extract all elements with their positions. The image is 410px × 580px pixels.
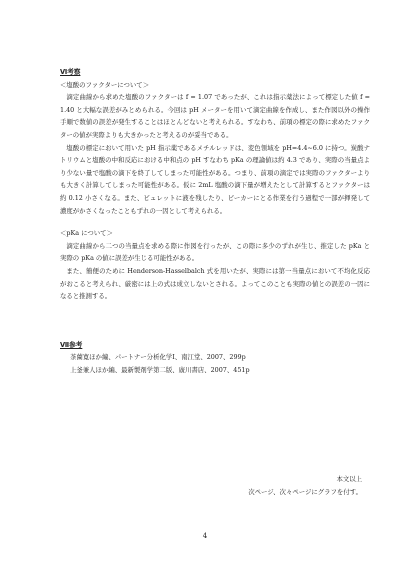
- subsection-pka-title: ＜pKa について＞: [60, 229, 113, 238]
- page-number: 4: [202, 532, 208, 540]
- paragraph: また、簡便のために Henderson-Hasselbalch 式を用いたが、実際には第一当量点において不均化反応がおこると考えられ、厳密には上の式は成立しないとされる。よってこのことも実際の値との誤差の一因になると推測する。: [60, 266, 370, 301]
- paragraph: 塩酸の標定において用いた pH 指示薬であるメチルレッドは、変色領域を pH=4.4~6.0 に持つ。炭酸ナトリウムと塩酸の中和反応における中和点の pH すなわち pKa の理論値は約 4.3 であり、実際の当量点より少ない量で塩酸の滴下を終了してしまった可能性がある。つまり、前項の滴定では実際のファクターよりも大きく計算してしまった可能性がある。仮に 2mL 塩酸の滴下量が増えたとして計算するとファクターは約 0.12 小さくなる。また、ビュレットに液を残したり、ビーカーにとる作業を行う過程で一部が揮発して濃度がかさくなったこともずれの一因として考えられる。: [60, 143, 370, 215]
- spacer: [60, 303, 370, 339]
- paragraph: 滴定曲線から二つの当量点を求める際に作図を行ったが、この際に多少のずれが生じ、推定した pKa と実際の pKa の値に誤差が生じる可能性がある。: [60, 241, 370, 263]
- closing-line-end: 本文以上: [336, 475, 362, 483]
- document-body: [60, 66, 370, 376]
- section-7-heading: Ⅶ参考: [60, 340, 83, 349]
- section-6-heading: Ⅵ考察: [60, 68, 81, 76]
- closing-note: [248, 473, 362, 498]
- closing-line-attachments: 次ページ、次々ページにグラフを付す。: [248, 487, 362, 496]
- reference-item: 上釜兼人ほか編、最新製剤学第二版、廣川書店、2007、451p: [70, 365, 250, 374]
- paragraph: 滴定曲線から求めた塩酸のファクターは f = 1.07 であったが、これは指示薬法によって標定した値 f = 1.40 と大幅な誤差がみとめられる。今回は pH メーターを用いて滴定曲線を作成し、また作図以外の操作手順で数値の誤差が発生することはほとんどないと考えられる。すなわち、前項の標定の際に求めたファクターの値が実際よりも大きかったと考えるのが妥当である。: [60, 93, 370, 139]
- spacer: [60, 217, 370, 227]
- subsection-factor-title: ＜塩酸のファクターについて＞: [60, 80, 150, 89]
- reference-item: 茶薗寛ほか編、パートナー分析化学Ⅰ、南江堂、2007、299p: [70, 353, 246, 362]
